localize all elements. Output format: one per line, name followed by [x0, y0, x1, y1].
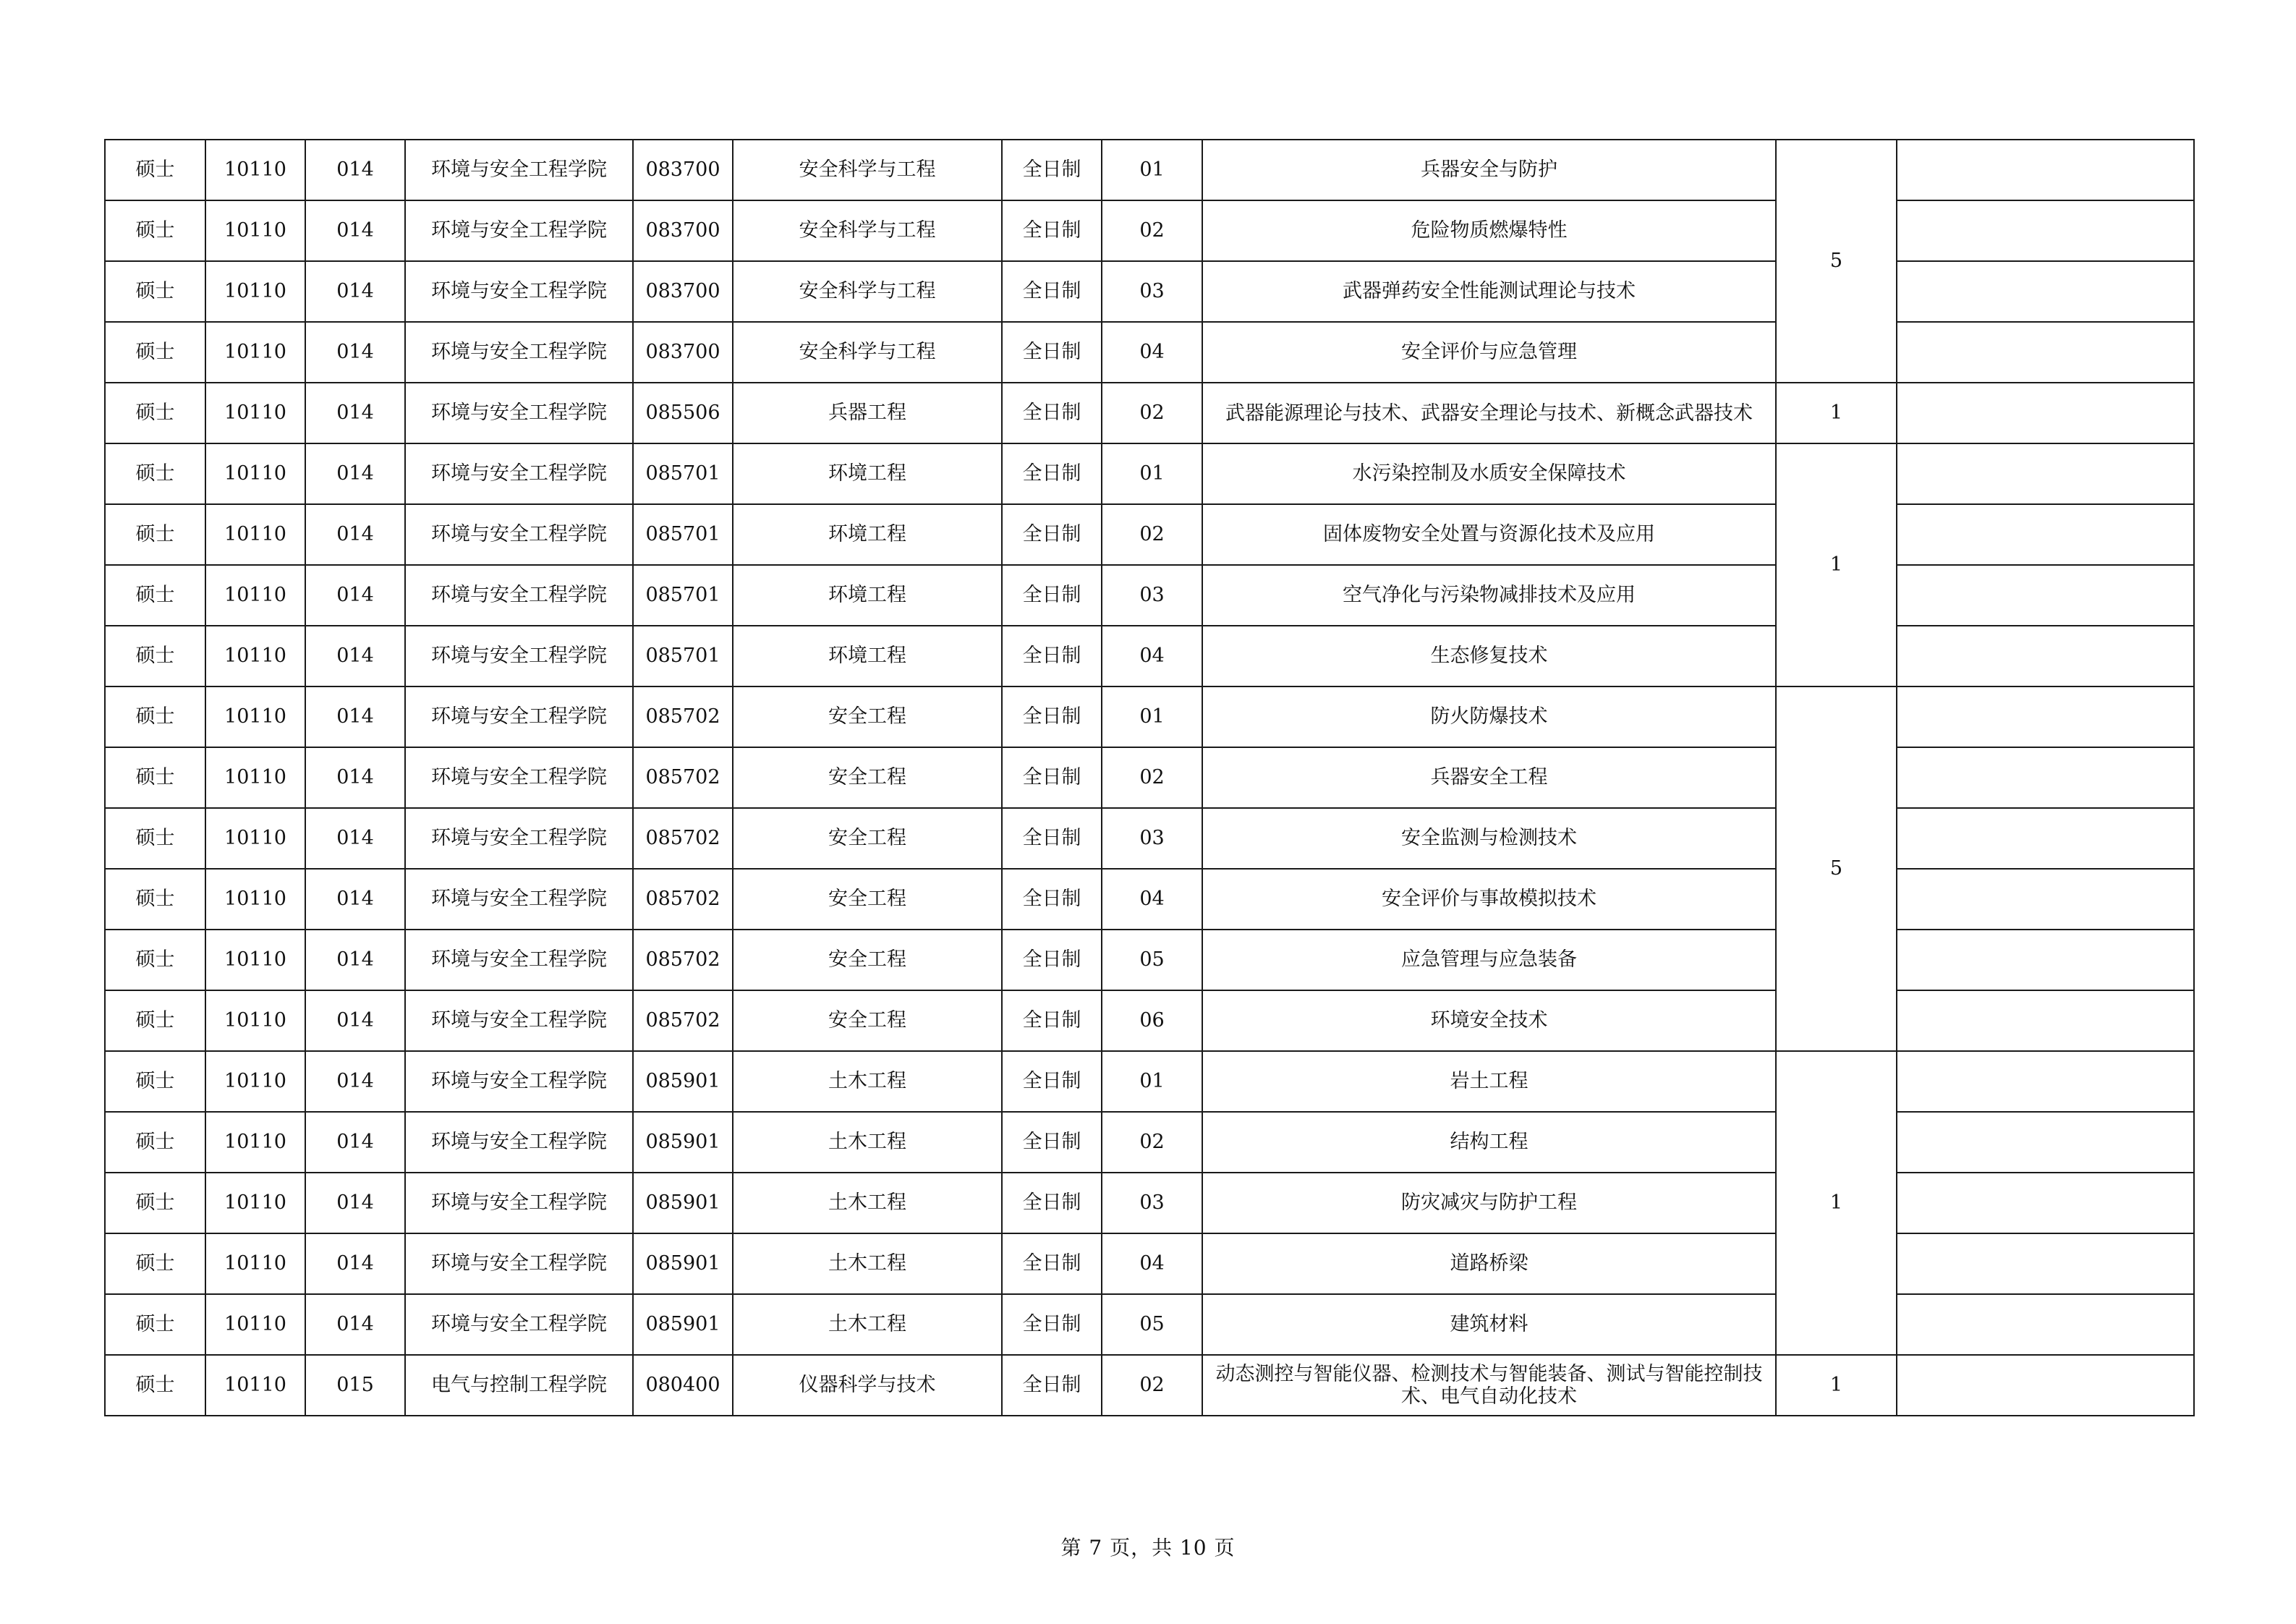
cell-major-code: 085701: [633, 443, 733, 504]
cell-major-code: 085702: [633, 747, 733, 808]
cell-major-name: 安全工程: [733, 808, 1002, 869]
cell-degree: 硕士: [105, 869, 205, 930]
cell-unit-code: 10110: [205, 1051, 305, 1112]
cell-study-mode: 全日制: [1002, 140, 1102, 200]
cell-college-name: 环境与安全工程学院: [405, 626, 633, 686]
cell-degree: 硕士: [105, 261, 205, 322]
cell-major-name: 安全工程: [733, 990, 1002, 1051]
cell-major-name: 安全工程: [733, 686, 1002, 747]
cell-degree: 硕士: [105, 1355, 205, 1416]
cell-remarks: [1897, 930, 2194, 990]
cell-direction-code: 01: [1102, 443, 1202, 504]
cell-college-code: 014: [305, 383, 405, 443]
cell-direction-name: 建筑材料: [1202, 1294, 1776, 1355]
cell-direction-name: 武器能源理论与技术、武器安全理论与技术、新概念武器技术: [1202, 383, 1776, 443]
cell-remarks: [1897, 686, 2194, 747]
cell-college-code: 014: [305, 626, 405, 686]
cell-major-code: 083700: [633, 200, 733, 261]
cell-unit-code: 10110: [205, 930, 305, 990]
cell-remarks: [1897, 869, 2194, 930]
cell-college-code: 014: [305, 930, 405, 990]
cell-direction-name: 道路桥梁: [1202, 1233, 1776, 1294]
cell-direction-name: 危险物质燃爆特性: [1202, 200, 1776, 261]
cell-direction-name: 安全评价与应急管理: [1202, 322, 1776, 383]
cell-major-name: 安全科学与工程: [733, 261, 1002, 322]
cell-direction-name: 防火防爆技术: [1202, 686, 1776, 747]
cell-major-code: 085901: [633, 1051, 733, 1112]
cell-college-code: 014: [305, 443, 405, 504]
cell-unit-code: 10110: [205, 1294, 305, 1355]
cell-direction-name: 应急管理与应急装备: [1202, 930, 1776, 990]
cell-unit-code: 10110: [205, 808, 305, 869]
cell-college-name: 环境与安全工程学院: [405, 808, 633, 869]
cell-major-code: 085506: [633, 383, 733, 443]
cell-unit-code: 10110: [205, 140, 305, 200]
cell-unit-code: 10110: [205, 990, 305, 1051]
cell-major-code: 085901: [633, 1294, 733, 1355]
cell-college-name: 环境与安全工程学院: [405, 686, 633, 747]
cell-quota: 5: [1776, 686, 1897, 1051]
cell-college-code: 014: [305, 808, 405, 869]
cell-study-mode: 全日制: [1002, 930, 1102, 990]
cell-degree: 硕士: [105, 443, 205, 504]
cell-major-name: 环境工程: [733, 504, 1002, 565]
cell-study-mode: 全日制: [1002, 1112, 1102, 1173]
cell-remarks: [1897, 504, 2194, 565]
cell-unit-code: 10110: [205, 383, 305, 443]
cell-major-name: 安全科学与工程: [733, 140, 1002, 200]
cell-college-code: 014: [305, 261, 405, 322]
cell-remarks: [1897, 990, 2194, 1051]
cell-major-code: 085702: [633, 869, 733, 930]
cell-remarks: [1897, 261, 2194, 322]
cell-degree: 硕士: [105, 1051, 205, 1112]
cell-degree: 硕士: [105, 383, 205, 443]
table-body: [105, 140, 2194, 1416]
cell-major-name: 土木工程: [733, 1173, 1002, 1233]
cell-direction-code: 03: [1102, 808, 1202, 869]
cell-college-name: 电气与控制工程学院: [405, 1355, 633, 1416]
cell-direction-name: 安全监测与检测技术: [1202, 808, 1776, 869]
cell-study-mode: 全日制: [1002, 261, 1102, 322]
cell-degree: 硕士: [105, 322, 205, 383]
cell-college-name: 环境与安全工程学院: [405, 200, 633, 261]
cell-college-code: 014: [305, 686, 405, 747]
cell-remarks: [1897, 808, 2194, 869]
cell-degree: 硕士: [105, 504, 205, 565]
cell-study-mode: 全日制: [1002, 869, 1102, 930]
cell-remarks: [1897, 1173, 2194, 1233]
cell-college-name: 环境与安全工程学院: [405, 930, 633, 990]
cell-college-name: 环境与安全工程学院: [405, 990, 633, 1051]
cell-study-mode: 全日制: [1002, 1051, 1102, 1112]
cell-remarks: [1897, 1294, 2194, 1355]
cell-direction-name: 结构工程: [1202, 1112, 1776, 1173]
cell-study-mode: 全日制: [1002, 1294, 1102, 1355]
cell-quota: 1: [1776, 443, 1897, 686]
cell-remarks: [1897, 200, 2194, 261]
cell-college-name: 环境与安全工程学院: [405, 322, 633, 383]
page-footer: 第 7 页，共 10 页: [1060, 1536, 1236, 1560]
cell-college-code: 014: [305, 1294, 405, 1355]
cell-degree: 硕士: [105, 930, 205, 990]
cell-college-name: 环境与安全工程学院: [405, 1051, 633, 1112]
cell-college-name: 环境与安全工程学院: [405, 261, 633, 322]
cell-college-name: 环境与安全工程学院: [405, 504, 633, 565]
cell-study-mode: 全日制: [1002, 200, 1102, 261]
cell-major-name: 安全工程: [733, 747, 1002, 808]
cell-college-code: 015: [305, 1355, 405, 1416]
cell-college-code: 014: [305, 1051, 405, 1112]
cell-college-code: 014: [305, 747, 405, 808]
cell-direction-code: 01: [1102, 686, 1202, 747]
cell-direction-code: 02: [1102, 383, 1202, 443]
cell-direction-code: 03: [1102, 1173, 1202, 1233]
cell-quota: 1: [1776, 1051, 1897, 1355]
cell-major-name: 安全工程: [733, 869, 1002, 930]
cell-study-mode: 全日制: [1002, 565, 1102, 626]
cell-degree: 硕士: [105, 1294, 205, 1355]
cell-college-code: 014: [305, 565, 405, 626]
cell-degree: 硕士: [105, 200, 205, 261]
cell-unit-code: 10110: [205, 565, 305, 626]
cell-direction-code: 01: [1102, 140, 1202, 200]
cell-college-name: 环境与安全工程学院: [405, 869, 633, 930]
cell-college-code: 014: [305, 1233, 405, 1294]
cell-major-name: 环境工程: [733, 565, 1002, 626]
cell-direction-name: 固体废物安全处置与资源化技术及应用: [1202, 504, 1776, 565]
cell-unit-code: 10110: [205, 261, 305, 322]
cell-major-name: 土木工程: [733, 1112, 1002, 1173]
cell-direction-name: 武器弹药安全性能测试理论与技术: [1202, 261, 1776, 322]
cell-college-code: 014: [305, 504, 405, 565]
cell-study-mode: 全日制: [1002, 686, 1102, 747]
cell-direction-name: 兵器安全与防护: [1202, 140, 1776, 200]
table-row: [105, 383, 2194, 443]
cell-major-code: 085702: [633, 930, 733, 990]
cell-college-name: 环境与安全工程学院: [405, 1294, 633, 1355]
cell-direction-code: 01: [1102, 1051, 1202, 1112]
cell-college-name: 环境与安全工程学院: [405, 140, 633, 200]
cell-college-code: 014: [305, 869, 405, 930]
cell-unit-code: 10110: [205, 1173, 305, 1233]
cell-direction-name: 环境安全技术: [1202, 990, 1776, 1051]
cell-degree: 硕士: [105, 565, 205, 626]
cell-degree: 硕士: [105, 1173, 205, 1233]
cell-direction-code: 02: [1102, 1112, 1202, 1173]
cell-college-code: 014: [305, 200, 405, 261]
cell-quota: 1: [1776, 1355, 1897, 1416]
cell-degree: 硕士: [105, 626, 205, 686]
cell-remarks: [1897, 747, 2194, 808]
cell-direction-code: 04: [1102, 322, 1202, 383]
cell-direction-code: 02: [1102, 200, 1202, 261]
cell-unit-code: 10110: [205, 504, 305, 565]
cell-major-code: 085702: [633, 808, 733, 869]
cell-college-code: 014: [305, 1112, 405, 1173]
cell-unit-code: 10110: [205, 200, 305, 261]
cell-direction-name: 生态修复技术: [1202, 626, 1776, 686]
cell-major-code: 083700: [633, 322, 733, 383]
cell-major-code: 085901: [633, 1233, 733, 1294]
cell-study-mode: 全日制: [1002, 1355, 1102, 1416]
cell-college-name: 环境与安全工程学院: [405, 565, 633, 626]
cell-study-mode: 全日制: [1002, 1173, 1102, 1233]
cell-study-mode: 全日制: [1002, 443, 1102, 504]
cell-major-code: 083700: [633, 140, 733, 200]
cell-unit-code: 10110: [205, 1355, 305, 1416]
cell-remarks: [1897, 1051, 2194, 1112]
cell-major-code: 080400: [633, 1355, 733, 1416]
cell-major-name: 土木工程: [733, 1233, 1002, 1294]
table-row: [105, 1051, 2194, 1112]
cell-college-name: 环境与安全工程学院: [405, 1233, 633, 1294]
cell-direction-name: 水污染控制及水质安全保障技术: [1202, 443, 1776, 504]
cell-direction-name: 动态测控与智能仪器、检测技术与智能装备、测试与智能控制技术、电气自动化技术: [1202, 1355, 1776, 1416]
cell-college-code: 014: [305, 1173, 405, 1233]
cell-direction-code: 04: [1102, 626, 1202, 686]
cell-degree: 硕士: [105, 1112, 205, 1173]
cell-unit-code: 10110: [205, 869, 305, 930]
cell-degree: 硕士: [105, 808, 205, 869]
cell-remarks: [1897, 322, 2194, 383]
cell-major-name: 兵器工程: [733, 383, 1002, 443]
cell-remarks: [1897, 565, 2194, 626]
cell-direction-name: 防灾减灾与防护工程: [1202, 1173, 1776, 1233]
cell-direction-code: 04: [1102, 1233, 1202, 1294]
cell-degree: 硕士: [105, 140, 205, 200]
cell-unit-code: 10110: [205, 322, 305, 383]
cell-college-name: 环境与安全工程学院: [405, 1112, 633, 1173]
cell-direction-code: 03: [1102, 261, 1202, 322]
table-row: [105, 1355, 2194, 1416]
cell-unit-code: 10110: [205, 626, 305, 686]
cell-major-name: 环境工程: [733, 443, 1002, 504]
cell-college-name: 环境与安全工程学院: [405, 443, 633, 504]
cell-study-mode: 全日制: [1002, 808, 1102, 869]
cell-major-code: 085701: [633, 565, 733, 626]
cell-study-mode: 全日制: [1002, 504, 1102, 565]
cell-major-code: 085701: [633, 504, 733, 565]
table-row: [105, 443, 2194, 504]
cell-degree: 硕士: [105, 1233, 205, 1294]
cell-study-mode: 全日制: [1002, 383, 1102, 443]
cell-college-code: 014: [305, 990, 405, 1051]
cell-direction-name: 安全评价与事故模拟技术: [1202, 869, 1776, 930]
cell-major-code: 085901: [633, 1173, 733, 1233]
cell-direction-code: 05: [1102, 930, 1202, 990]
cell-remarks: [1897, 626, 2194, 686]
cell-direction-code: 06: [1102, 990, 1202, 1051]
cell-study-mode: 全日制: [1002, 1233, 1102, 1294]
cell-remarks: [1897, 1112, 2194, 1173]
table-row: [105, 140, 2194, 200]
cell-unit-code: 10110: [205, 443, 305, 504]
cell-college-name: 环境与安全工程学院: [405, 1173, 633, 1233]
cell-direction-code: 04: [1102, 869, 1202, 930]
cell-study-mode: 全日制: [1002, 747, 1102, 808]
cell-degree: 硕士: [105, 747, 205, 808]
cell-major-name: 安全科学与工程: [733, 322, 1002, 383]
cell-major-name: 土木工程: [733, 1294, 1002, 1355]
cell-major-code: 085702: [633, 686, 733, 747]
cell-major-name: 安全工程: [733, 930, 1002, 990]
cell-study-mode: 全日制: [1002, 322, 1102, 383]
cell-direction-name: 空气净化与污染物减排技术及应用: [1202, 565, 1776, 626]
cell-study-mode: 全日制: [1002, 990, 1102, 1051]
cell-unit-code: 10110: [205, 747, 305, 808]
cell-college-code: 014: [305, 322, 405, 383]
cell-quota: 5: [1776, 140, 1897, 383]
cell-direction-name: 兵器安全工程: [1202, 747, 1776, 808]
cell-major-code: 085702: [633, 990, 733, 1051]
table-row: [105, 686, 2194, 747]
admissions-table: [104, 139, 2195, 1416]
cell-major-code: 083700: [633, 261, 733, 322]
cell-remarks: [1897, 1355, 2194, 1416]
cell-degree: 硕士: [105, 990, 205, 1051]
cell-college-code: 014: [305, 140, 405, 200]
cell-unit-code: 10110: [205, 1233, 305, 1294]
cell-remarks: [1897, 1233, 2194, 1294]
cell-major-name: 土木工程: [733, 1051, 1002, 1112]
cell-direction-code: 02: [1102, 747, 1202, 808]
cell-direction-code: 03: [1102, 565, 1202, 626]
cell-remarks: [1897, 140, 2194, 200]
cell-remarks: [1897, 383, 2194, 443]
cell-major-code: 085901: [633, 1112, 733, 1173]
cell-direction-code: 05: [1102, 1294, 1202, 1355]
cell-direction-code: 02: [1102, 1355, 1202, 1416]
cell-college-name: 环境与安全工程学院: [405, 747, 633, 808]
cell-unit-code: 10110: [205, 1112, 305, 1173]
cell-major-name: 环境工程: [733, 626, 1002, 686]
cell-unit-code: 10110: [205, 686, 305, 747]
cell-major-code: 085701: [633, 626, 733, 686]
cell-major-name: 安全科学与工程: [733, 200, 1002, 261]
cell-direction-code: 02: [1102, 504, 1202, 565]
cell-major-name: 仪器科学与技术: [733, 1355, 1002, 1416]
cell-quota: 1: [1776, 383, 1897, 443]
cell-study-mode: 全日制: [1002, 626, 1102, 686]
cell-remarks: [1897, 443, 2194, 504]
cell-direction-name: 岩土工程: [1202, 1051, 1776, 1112]
cell-degree: 硕士: [105, 686, 205, 747]
cell-college-name: 环境与安全工程学院: [405, 383, 633, 443]
